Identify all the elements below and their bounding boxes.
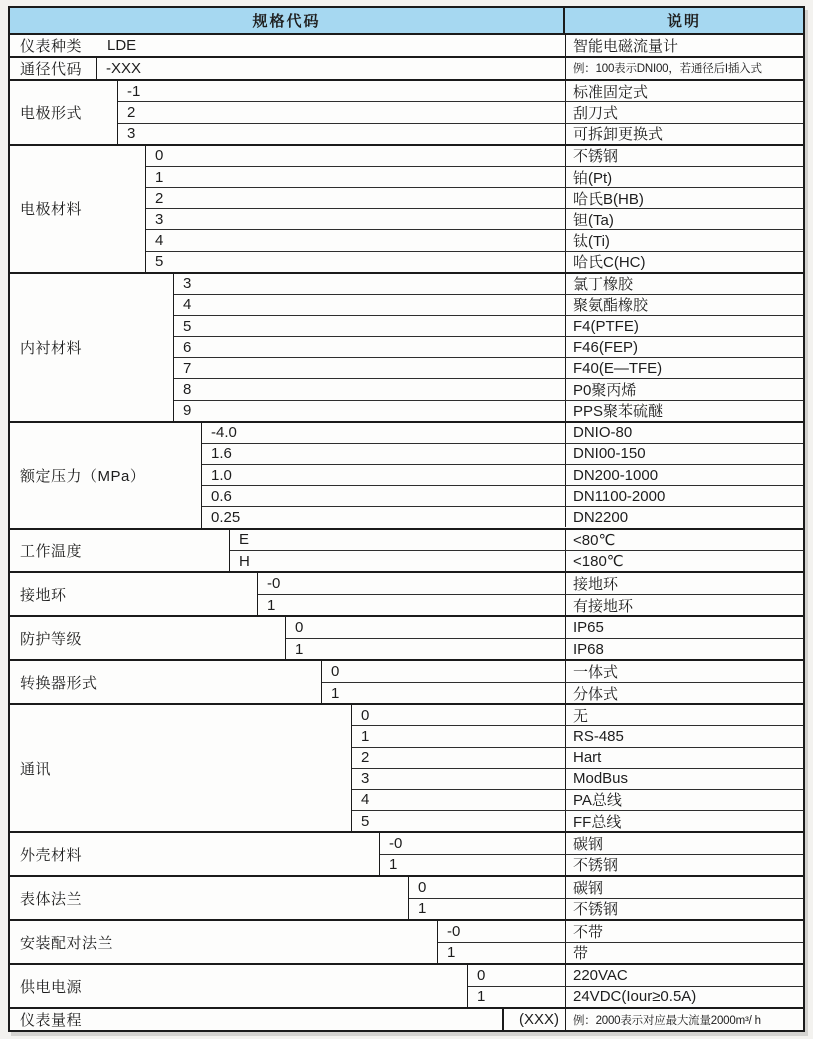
section-label: 供电电源: [10, 965, 468, 1007]
desc-cell: 分体式: [565, 683, 803, 703]
desc-cell: DN2200: [565, 507, 803, 527]
table-row: [352, 789, 803, 810]
desc-cell: <180℃: [565, 551, 803, 571]
table-row: [409, 877, 803, 897]
code-cell: 1.0: [211, 466, 232, 484]
table-row: [146, 187, 803, 208]
code-cell: 1: [477, 988, 486, 1006]
spec-code-table: [8, 6, 805, 1032]
desc-cell: IP65: [565, 617, 803, 637]
table-row: [118, 101, 803, 122]
table-row: [352, 725, 803, 746]
code-cell: 2: [361, 749, 370, 767]
spec-column-header: 规格代码: [10, 8, 565, 33]
table-row: [409, 898, 803, 919]
table-section: [10, 703, 803, 831]
section-label: 电极形式: [10, 81, 118, 144]
desc-cell: DN1100-2000: [565, 486, 803, 506]
desc-cell: 不锈钢: [565, 899, 803, 919]
code-cell: 2: [127, 103, 136, 121]
table-section: [10, 875, 803, 919]
desc-cell: 碳钢: [565, 833, 803, 853]
code-cell: -0: [447, 922, 461, 940]
desc-cell: <80℃: [565, 530, 803, 550]
desc-cell: 氯丁橡胶: [565, 274, 803, 294]
table-section: [10, 831, 803, 875]
code-cell: E: [239, 531, 250, 549]
code-cell: -0: [267, 575, 281, 593]
section-label: 内衬材料: [10, 274, 174, 421]
table-row: [202, 464, 803, 485]
table-section: [10, 79, 803, 144]
table-row: [322, 682, 803, 703]
desc-cell: 标准固定式: [565, 81, 803, 101]
table-row: [146, 229, 803, 250]
code-cell: -0: [389, 834, 403, 852]
table-row: [174, 294, 803, 315]
code-cell: 1.6: [211, 445, 232, 463]
desc-cell: 24VDC(Iour≥0.5A): [565, 987, 803, 1007]
section-label: 表体法兰: [10, 877, 409, 919]
table-row: [503, 1009, 803, 1030]
desc-cell: DNIO-80: [565, 423, 803, 443]
desc-cell: FF总线: [565, 811, 803, 831]
code-cell: -4.0: [211, 424, 237, 442]
desc-cell: 有接地环: [565, 595, 803, 615]
desc-cell: 哈氏B(HB): [565, 188, 803, 208]
code-cell: 2: [155, 189, 164, 207]
code-cell: 8: [183, 380, 192, 398]
code-cell: 5: [361, 812, 370, 830]
table-section: [10, 421, 803, 528]
desc-cell: 钛(Ti): [565, 230, 803, 250]
table-row: [202, 506, 803, 527]
desc-cell: 接地环: [565, 573, 803, 593]
code-cell: 3: [155, 210, 164, 228]
code-cell: LDE: [107, 36, 137, 54]
desc-cell: P0聚丙烯: [565, 379, 803, 399]
table-row: [380, 854, 803, 875]
table-row: [202, 443, 803, 464]
desc-cell: 带: [565, 943, 803, 963]
code-cell: (XXX): [503, 1009, 565, 1030]
table-section: [10, 615, 803, 659]
desc-cell: 220VAC: [565, 965, 803, 985]
table-row: [230, 530, 803, 550]
table-row: [352, 810, 803, 831]
table-row: [118, 81, 803, 101]
table-section: [10, 144, 803, 272]
table-row: [230, 550, 803, 571]
code-cell: 3: [361, 770, 370, 788]
table-row: [352, 705, 803, 725]
code-cell: 1: [361, 728, 370, 746]
code-cell: -1: [127, 82, 141, 100]
table-row: [286, 617, 803, 637]
section-label: 电极材料: [10, 146, 146, 272]
section-label: 工作温度: [10, 530, 230, 572]
table-row: [322, 661, 803, 681]
code-cell: 5: [183, 317, 192, 335]
table-section: [10, 963, 803, 1007]
desc-cell: 例：100表示DNI00，若通径后I插入式: [565, 58, 803, 79]
code-cell: 3: [127, 125, 136, 143]
table-row: [146, 251, 803, 272]
table-row: [174, 274, 803, 294]
section-label: 仪表种类: [20, 38, 83, 55]
table-row: [380, 833, 803, 853]
table-section: [10, 919, 803, 963]
code-cell: 6: [183, 338, 192, 356]
code-cell: 1: [331, 684, 340, 702]
desc-cell: 无: [565, 705, 803, 725]
table-row: [174, 336, 803, 357]
desc-cell: 刮刀式: [565, 102, 803, 122]
code-cell: 0: [361, 706, 370, 724]
table-section: [10, 571, 803, 615]
table-row: [438, 921, 803, 941]
desc-cell: 聚氨酯橡胶: [565, 295, 803, 315]
desc-cell: 智能电磁流量计: [565, 35, 803, 56]
desc-cell: ModBus: [565, 769, 803, 789]
code-cell: 1: [389, 856, 398, 874]
code-cell: 1: [418, 900, 427, 918]
desc-cell: PA总线: [565, 790, 803, 810]
code-cell: 0: [155, 147, 164, 165]
table-section: [10, 659, 803, 703]
table-row: [258, 573, 803, 593]
section-label: 通径代码: [10, 58, 97, 79]
desc-cell: 不锈钢: [565, 855, 803, 875]
code-cell: 7: [183, 359, 192, 377]
table-row: [118, 123, 803, 144]
section-label: 仪表量程: [10, 1009, 503, 1030]
code-cell: 0.25: [211, 508, 241, 526]
code-cell: 1: [295, 640, 304, 658]
table-section: [10, 56, 803, 79]
table-row: [98, 35, 803, 56]
desc-cell: 不带: [565, 921, 803, 941]
table-row: [202, 423, 803, 443]
code-cell: 9: [183, 402, 192, 420]
desc-cell: 例：2000表示对应最大流量2000m³/ h: [565, 1009, 803, 1030]
table-row: [468, 965, 803, 985]
desc-cell: 一体式: [565, 661, 803, 681]
table-row: [174, 378, 803, 399]
table-row: [146, 208, 803, 229]
table-row: [352, 768, 803, 789]
desc-cell: 碳钢: [565, 877, 803, 897]
table-row: [174, 315, 803, 336]
desc-cell: IP68: [565, 639, 803, 659]
code-cell: 4: [361, 791, 370, 809]
desc-cell: Hart: [565, 748, 803, 768]
desc-column-header: 说明: [666, 13, 701, 30]
table-row: [352, 747, 803, 768]
code-cell: -XXX: [106, 59, 142, 77]
section-label: 安装配对法兰: [10, 921, 438, 963]
table-row: [174, 400, 803, 421]
desc-cell: 哈氏C(HC): [565, 252, 803, 272]
desc-cell: 不锈钢: [565, 146, 803, 166]
section-label: 接地环: [10, 573, 258, 615]
code-cell: 1: [267, 596, 276, 614]
code-cell: 0.6: [211, 487, 232, 505]
desc-cell: F46(FEP): [565, 337, 803, 357]
code-cell: 0: [418, 878, 427, 896]
code-cell: 0: [295, 619, 304, 637]
desc-cell: F4(PTFE): [565, 316, 803, 336]
table-section: [10, 1007, 803, 1030]
table-row: [174, 357, 803, 378]
desc-cell: DNI00-150: [565, 444, 803, 464]
desc-cell: 可拆卸更换式: [565, 124, 803, 144]
desc-cell: F40(E—TFE): [565, 358, 803, 378]
code-cell: 4: [183, 296, 192, 314]
table-row: [258, 594, 803, 615]
table-row: [438, 942, 803, 963]
desc-cell: RS-485: [565, 726, 803, 746]
table-row: [146, 166, 803, 187]
table-section: [10, 35, 803, 56]
section-label: 外壳材料: [10, 833, 380, 875]
desc-cell: 钽(Ta): [565, 209, 803, 229]
table-body: [10, 35, 803, 1030]
table-row: [286, 638, 803, 659]
desc-cell: DN200-1000: [565, 465, 803, 485]
code-cell: 1: [447, 944, 456, 962]
table-section: [10, 528, 803, 572]
desc-cell: PPS聚苯硫醚: [565, 401, 803, 421]
code-cell: 4: [155, 232, 164, 250]
table-section: [10, 272, 803, 421]
table-row: [146, 146, 803, 166]
section-label: 转换器形式: [10, 661, 322, 703]
desc-cell: 铂(Pt): [565, 167, 803, 187]
table-row: [468, 986, 803, 1007]
code-cell: 1: [155, 168, 164, 186]
table-row: [202, 485, 803, 506]
code-cell: 0: [477, 966, 486, 984]
code-cell: 0: [331, 663, 340, 681]
code-cell: 5: [155, 253, 164, 271]
section-label: 通讯: [10, 705, 352, 831]
code-cell: H: [239, 552, 250, 570]
section-label: 防护等级: [10, 617, 286, 659]
code-cell: 3: [183, 275, 192, 293]
table-header-row: [10, 8, 803, 35]
section-label: 额定压力（MPa）: [10, 423, 202, 528]
table-row: [97, 58, 803, 79]
